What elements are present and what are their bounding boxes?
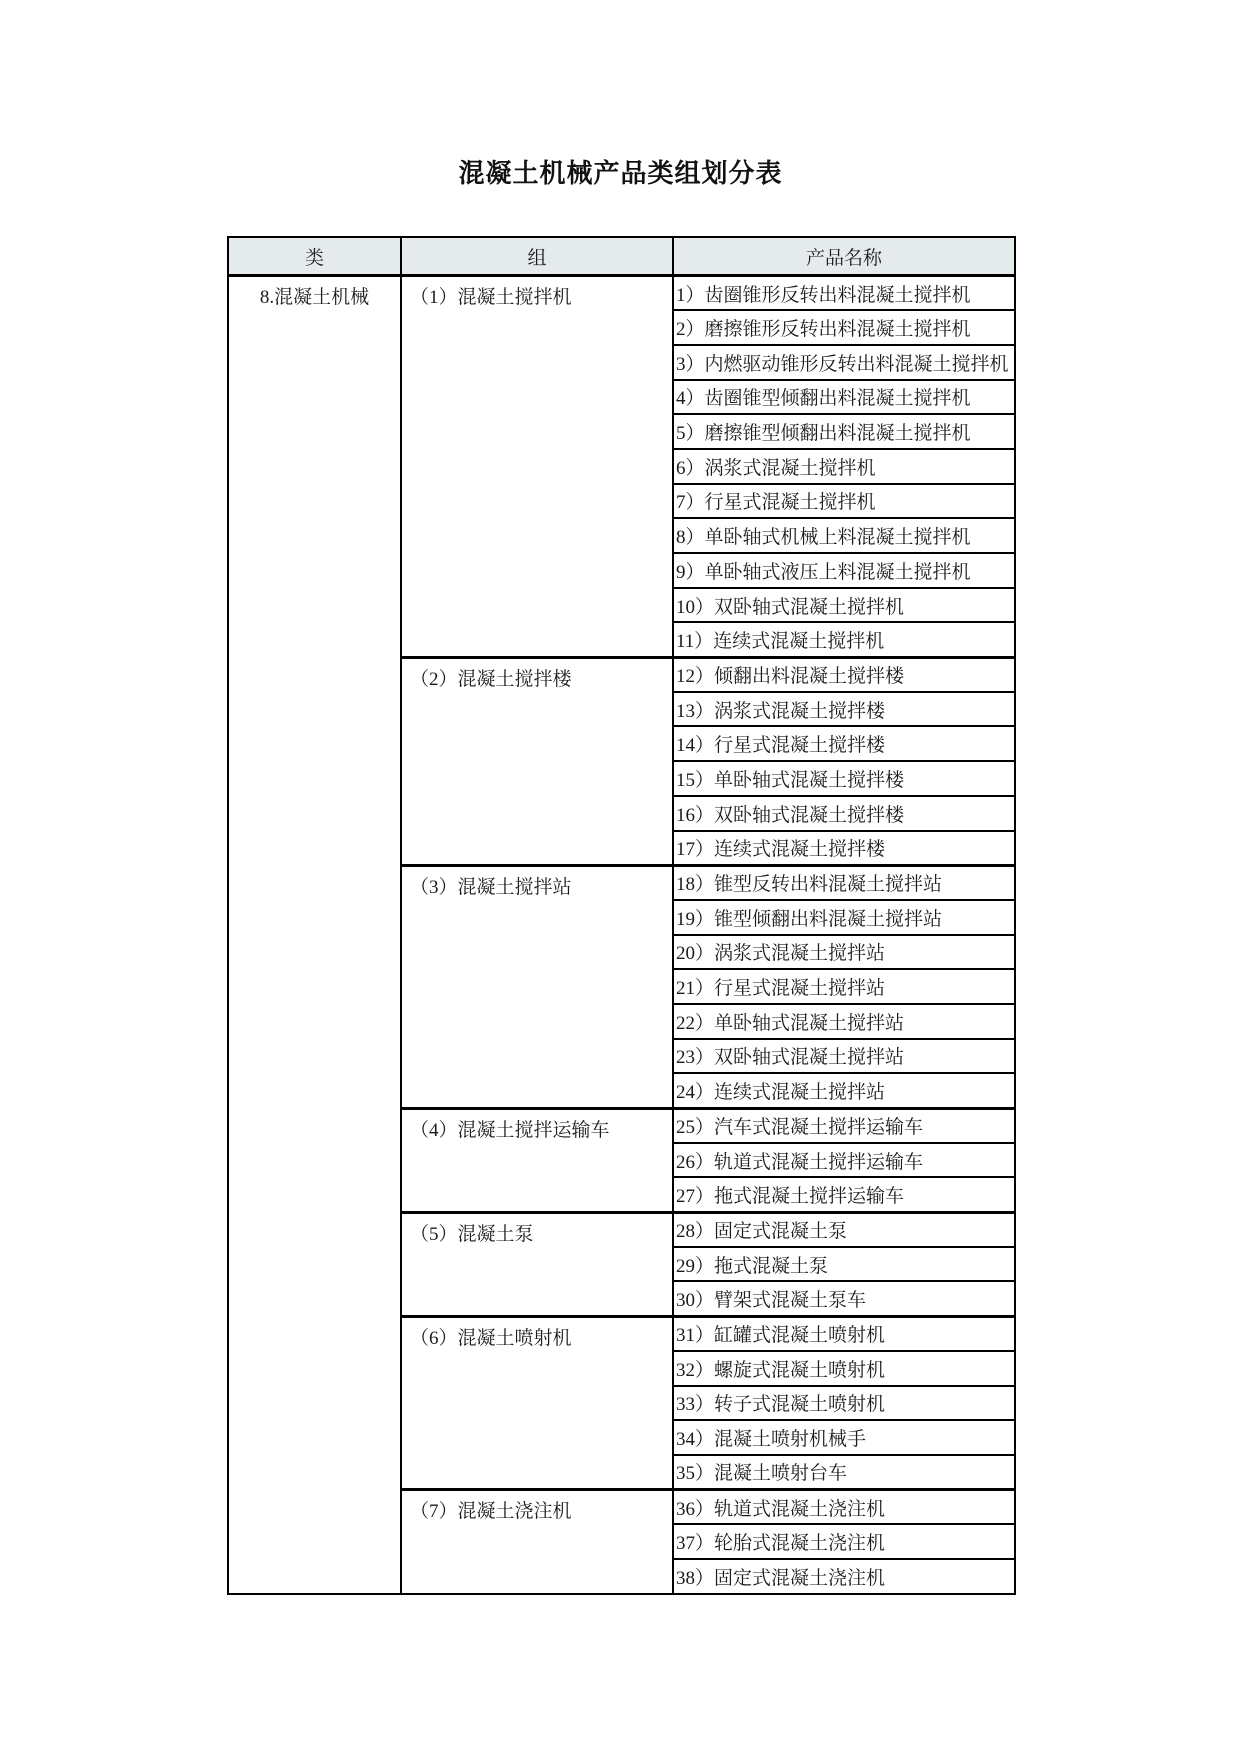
product-cell: 12）倾翻出料混凝土搅拌楼: [673, 657, 1015, 692]
group-cell: （1）混凝土搅拌机: [401, 276, 673, 658]
product-cell: 21）行星式混凝土搅拌站: [673, 969, 1015, 1004]
group-cell: （5）混凝土泵: [401, 1212, 673, 1316]
product-cell: 29）拖式混凝土泵: [673, 1247, 1015, 1282]
product-class-table: [227, 236, 1016, 1595]
product-cell: 30）臂架式混凝土泵车: [673, 1281, 1015, 1316]
group-cell: （3）混凝土搅拌站: [401, 865, 673, 1108]
product-cell: 16）双卧轴式混凝土搅拌楼: [673, 796, 1015, 831]
product-cell: 2）磨擦锥形反转出料混凝土搅拌机: [673, 310, 1015, 345]
product-cell: 35）混凝土喷射台车: [673, 1455, 1015, 1490]
product-cell: 4）齿圈锥型倾翻出料混凝土搅拌机: [673, 380, 1015, 415]
product-cell: 36）轨道式混凝土浇注机: [673, 1490, 1015, 1525]
product-cell: 11）连续式混凝土搅拌机: [673, 622, 1015, 657]
product-cell: 37）轮胎式混凝土浇注机: [673, 1524, 1015, 1559]
product-cell: 13）涡浆式混凝土搅拌楼: [673, 692, 1015, 727]
product-cell: 14）行星式混凝土搅拌楼: [673, 726, 1015, 761]
product-cell: 26）轨道式混凝土搅拌运输车: [673, 1143, 1015, 1178]
class-cell: 8.混凝土机械: [228, 276, 401, 1594]
group-cell: （2）混凝土搅拌楼: [401, 657, 673, 865]
product-cell: 7）行星式混凝土搅拌机: [673, 484, 1015, 519]
product-cell: 32）螺旋式混凝土喷射机: [673, 1351, 1015, 1386]
header-cell-class: 类: [228, 237, 401, 276]
product-cell: 34）混凝土喷射机械手: [673, 1420, 1015, 1455]
header-cell-group: 组: [401, 237, 673, 276]
product-cell: 19）锥型倾翻出料混凝土搅拌站: [673, 900, 1015, 935]
group-cell: （4）混凝土搅拌运输车: [401, 1108, 673, 1212]
product-cell: 15）单卧轴式混凝土搅拌楼: [673, 761, 1015, 796]
product-cell: 3）内燃驱动锥形反转出料混凝土搅拌机: [673, 345, 1015, 380]
product-cell: 17）连续式混凝土搅拌楼: [673, 831, 1015, 866]
product-cell: 33）转子式混凝土喷射机: [673, 1386, 1015, 1421]
group-cell: （7）混凝土浇注机: [401, 1490, 673, 1594]
table-row: [228, 276, 1015, 311]
product-cell: 18）锥型反转出料混凝土搅拌站: [673, 865, 1015, 900]
product-cell: 38）固定式混凝土浇注机: [673, 1559, 1015, 1594]
product-cell: 9）单卧轴式液压上料混凝土搅拌机: [673, 553, 1015, 588]
header-cell-product-name: 产品名称: [673, 237, 1015, 276]
table-header-row: [228, 237, 1015, 276]
product-cell: 27）拖式混凝土搅拌运输车: [673, 1177, 1015, 1212]
group-cell: （6）混凝土喷射机: [401, 1316, 673, 1489]
product-cell: 8）单卧轴式机械上料混凝土搅拌机: [673, 518, 1015, 553]
product-cell: 24）连续式混凝土搅拌站: [673, 1073, 1015, 1108]
product-cell: 20）涡浆式混凝土搅拌站: [673, 935, 1015, 970]
page-title: 混凝土机械产品类组划分表: [458, 159, 783, 188]
product-cell: 5）磨擦锥型倾翻出料混凝土搅拌机: [673, 414, 1015, 449]
product-cell: 23）双卧轴式混凝土搅拌站: [673, 1039, 1015, 1074]
product-cell: 22）单卧轴式混凝土搅拌站: [673, 1004, 1015, 1039]
product-cell: 28）固定式混凝土泵: [673, 1212, 1015, 1247]
product-cell: 1）齿圈锥形反转出料混凝土搅拌机: [673, 276, 1015, 311]
product-cell: 6）涡浆式混凝土搅拌机: [673, 449, 1015, 484]
product-cell: 10）双卧轴式混凝土搅拌机: [673, 588, 1015, 623]
product-cell: 25）汽车式混凝土搅拌运输车: [673, 1108, 1015, 1143]
product-cell: 31）缸罐式混凝土喷射机: [673, 1316, 1015, 1351]
